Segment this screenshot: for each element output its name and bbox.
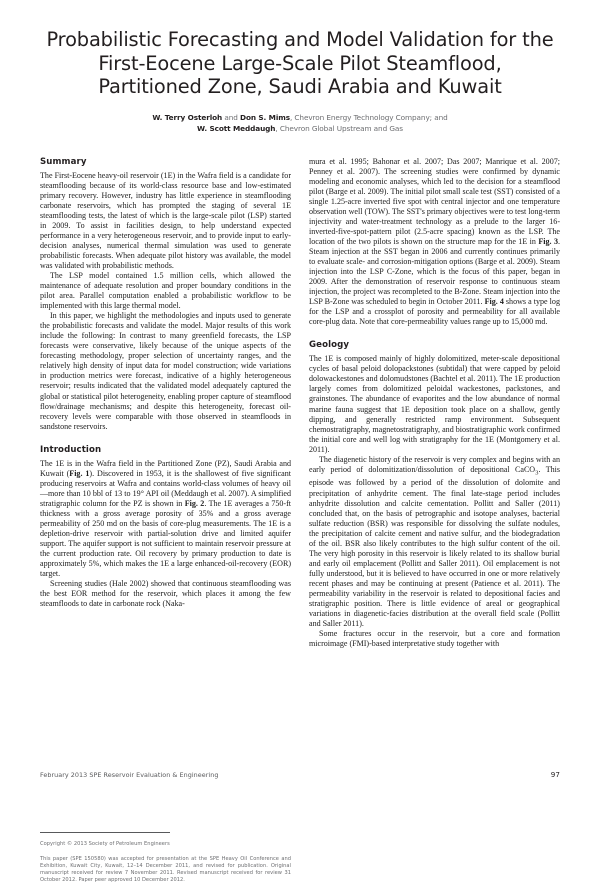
heading-geology: Geology [309,340,560,350]
figure-reference-4: Fig. 4 [485,297,504,306]
author-name-osterloh: W. Terry Osterloh [152,113,222,122]
footer-journal-name: February 2013 SPE Reservoir Evaluation & Engineering [40,771,218,779]
page-title: Probabilistic Forecasting and Model Validation for the First-Eocene Large-Scale Pilot Steamflood, Partitioned Zone, Saudi Arabia and Kuwait [40,28,560,99]
footnote-divider [40,832,170,833]
heading-summary: Summary [40,157,291,167]
introduction-paragraph-2: Screening studies (Hale 2002) showed that continuous steamflooding was the best EOR method for the reservoir, which places it among the few steamfloods to date in carbonate rock (Naka- [40,579,291,609]
figure-reference-3: Fig. 3 [538,237,558,246]
continued-paragraph-1 [309,157,560,328]
geology-paragraph-2 [309,455,560,629]
summary-paragraph-1: The First-Eocene heavy-oil reservoir (1E) in the Wafra field is a candidate for steamflooding because of its world-class resource base and low-estimated primary recovery. However, industry has little experience in steamflooding carbonate reservoirs, which has prompted the staging of several 1E steamflooding tests, the latest of which is the large-scale pilot (LSP) started in 2009. To assist in facilities design, to help understand expected performance in a very heterogeneous reservoir, and to provide input to early-decision analyses, numerical thermal simulation was used to generate probabilistic forecasts. When adequate pilot history was available, the model was validated with probabilistic methods. [40,171,291,271]
paper-submission-note: This paper (SPE 150580) was accepted for presentation at the SPE Heavy Oil Conference and Exhibition, Kuwait City, Kuwait, 12–14 December 2011, and revised for publication. Original manuscript received for review 7 November 2011. Revised manuscript received for review 31 October 2012. Paper peer approved 10 December 2012. [40,856,291,884]
left-column [40,157,291,650]
cont-text-c: shows a type log for the LSP and a crossplot of porosity and permeability for all available core-plug data. Note that core-permeability values range up to 15,000 md. [309,297,560,326]
authors-separator: and [222,113,240,122]
authors-block [40,112,560,134]
author-name-meddaugh: W. Scott Meddaugh [197,124,275,133]
author-name-mims: Don S. Mims [240,113,290,122]
affiliation-chevron-gug: , Chevron Global Upstream and Gas [275,124,403,133]
affiliation-chevron-etc: , Chevron Energy Technology Company; and [290,113,448,122]
heading-introduction: Introduction [40,445,291,455]
page-footer [40,770,560,779]
intro-text-c: . The 1E averages a 750-ft thickness with a gross average porosity of 35% and a gross average permeability of 250 md on the basis of core-plug measurements. The 1E is a depletion-drive reservoir with partial-solution drive and limited aquifer support. The aquifer support is not sufficient to maintain reservoir pressure at the current production rate. Oil recovery by primary production to date is approximately 5%, which makes the 1E a large enhanced-oil-recovery (EOR) target. [40,499,291,578]
caco3-subscript: 3 [535,469,538,476]
body-columns [40,157,560,650]
authors-line-2 [40,123,560,134]
right-column [309,157,560,650]
footnote-block [40,832,291,884]
geology-text-b: . This episode was followed by a period of the dissolution of dolomite and precipitation of anhydrite cement. The final late-stage period includes anhydrite dissolution and calcite cementation. Pollitt and Saller (2011) concluded that, on the basis of petrographic and isotope analyses, bacterial sulfate reduction (BSR) was responsible for dissolving the sulfate nodules, the precipitation of calcite cement and native sulfur, and the biodegradation of the oil. BSR also likely contributes to the high sulfur content of the oil. The very high porosity in this reservoir is likely related to its shallow burial and early oil emplacement (Pollitt and Saller 2011). Oil emplacement is not fully understood, but it is believed to have occurred in one or more relatively recent phases and may be continuing at present (Patience et al. 2011). The permeability variability in the reservoir is related to depositional facies and stratigraphic position. There is little evidence of areal or geographical variations in diagenetic-facies distribution at the overall field scale (Pollitt and Saller 2011). [309,465,560,628]
cont-text-b: . Steam injection at the SST began in 2006 and currently continues primarily to evaluate scale- and corrosion-mitigation options (Barge et al. 2009). Steam injection into the LSP C-Zone, which is the focus of this paper, began in 2009. After the demonstration of reservoir response to continuous steam injection, the project was recompleted to the B-Zone. Steam injection into the LSP B-Zone was scheduled to begin in October 2011. [309,237,560,306]
footer-page-number: 97 [551,770,560,779]
figure-reference-1: Fig. 1 [69,469,89,478]
copyright-notice: Copyright © 2013 Society of Petroleum Engineers [40,841,291,848]
intro-text-a: The 1E is in the Wafra field in the Partitioned Zone (PZ), Saudi Arabia and Kuwait ( [40,459,291,478]
summary-paragraph-3: In this paper, we highlight the methodologies and inputs used to generate the probabilistic forecasts and validate the model. Major results of this work include the following: In contrast to many greenfield forecasts, the LSP forecasts were conservative, likely because of the unique aspects of the forecasting methodology, proper selection of uncertainty ranges, and the relatively high density of input data for model construction; wide variations in production metrics were forecast, indicative of a highly heterogeneous reservoir; results indicated that the validated model adequately captured the global or statistical pilot heterogeneity, enabling proper capture of steamflood flow/drainage mechanisms; and despite this heterogeneity, forecast oil-recovery levels were comparable with those observed in steamfloods in sandstone reservoirs. [40,311,291,432]
summary-paragraph-2: The LSP model contained 1.5 million cells, which allowed the maintenance of adequate resolution and proper boundary conditions in the pilot area. Parallel computation enabled a probabilistic workflow to be implemented with this large thermal model. [40,271,291,311]
geology-text-a: The diagenetic history of the reservoir is very complex and begins with an early period of dolomitization/dissolution of depositional CaCO [309,455,560,474]
intro-text-b: ). Discovered in 1953, it is the shallowest of five significant producing reservoirs at Wafra and contains world-class volumes of heavy oil—more than 10 bbl of 13 to 19° API oil (Meddaugh et al. 2007). A simplified stratigraphic column for the PZ is shown in [40,469,291,508]
cont-text-a: mura et al. 1995; Bahonar et al. 2007; Das 2007; Manrique et al. 2007; Penney et al. 2007). The screening studies were confirmed by dynamic modeling and economic analyses, which led to the decision for a steamflood pilot (Barge et al. 2009). The initial pilot small scale test (SST) consisted of a single 1.25-acre inverted five spot with central injector and one temperature observation well (TOW). The SST's primary objectives were to test long-term injectivity and water-treatment technology as a prelude to the larger 16-inverted-five-spot-pattern pilot (2.5-acre spacing) known as the LSP. The location of the two pilots is shown on the structure map for the 1E in [309,157,560,246]
figure-reference-2: Fig. 2 [185,499,205,508]
authors-line-1 [40,112,560,123]
geology-paragraph-1: The 1E is composed mainly of highly dolomitized, meter-scale depositional cycles of basal peloid dolopackstones (subtidal) that were capped by peloid dolowackestones and dolomudstones (Bachtel et al. 2011). The 1E production largely comes from dolomitized peloidal wackestones, packstones, and grainstones. The abundance of evaporites and the low abundance of normal marine fauna suggest that 1E deposition took place on a shallow, gently dipping, and generally restricted ramp environment. Subsequent chemostratigraphy, magnetostratigraphy, and biostratigraphic work confirmed the initial core and well log with stratigraphy for the 1E (Montgomery et al. 2011). [309,354,560,454]
introduction-paragraph-1 [40,459,291,580]
geology-paragraph-3: Some fractures occur in the reservoir, but a core and formation microimage (FMI)-based interpretative study together with [309,629,560,649]
